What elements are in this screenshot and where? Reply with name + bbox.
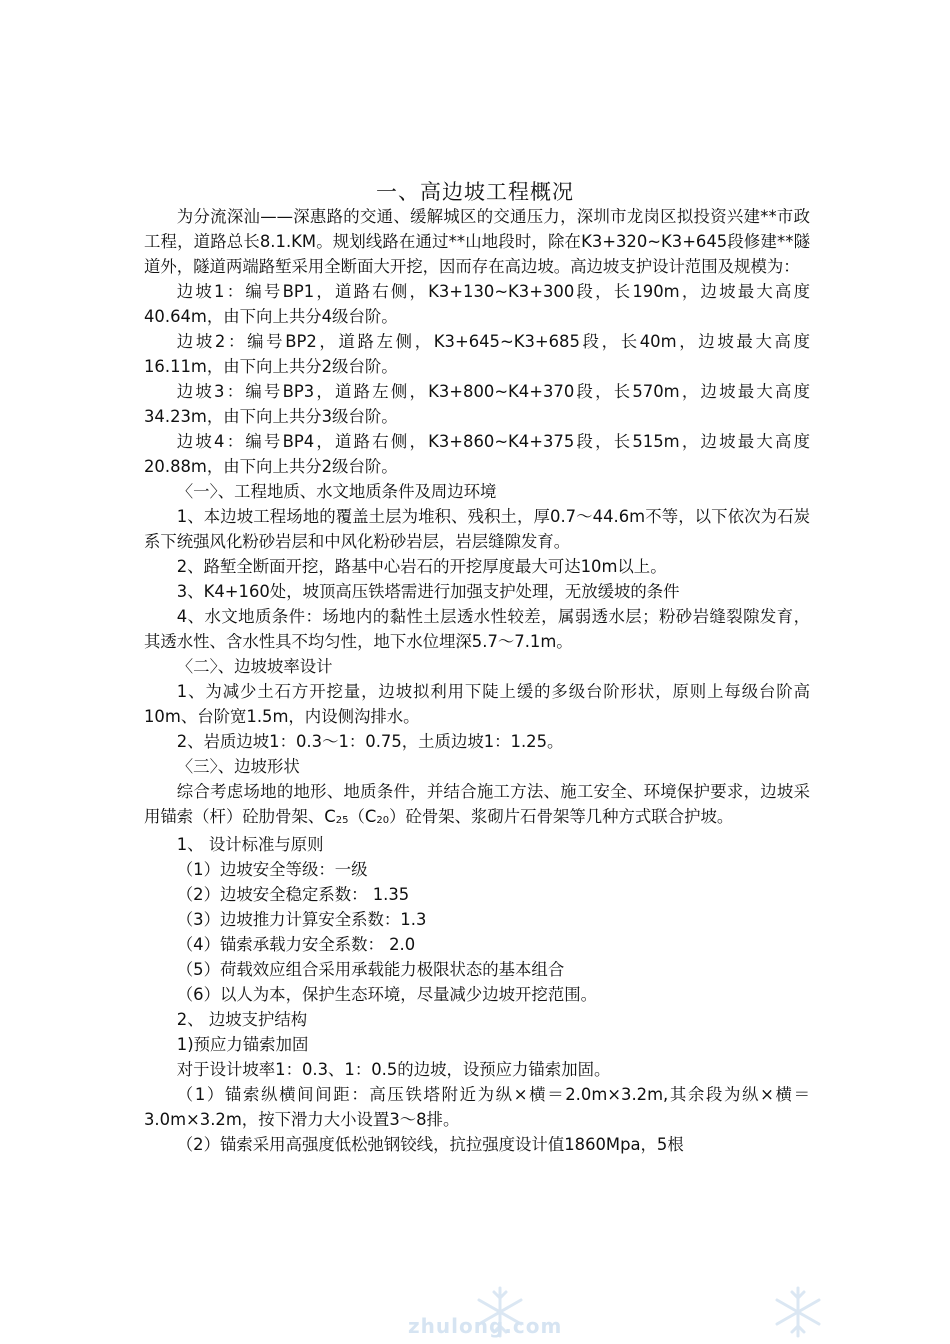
slope-1-paragraph: 边坡1：编号BP1，道路右侧，K3+130~K3+300段，长190m，边坡最大高度40.64m，由下向上共分4级台阶。 (144, 282, 810, 326)
anchor-subheading: 1)预应力锚索加固 (176, 1035, 309, 1054)
slope-ratio-item-1: 1、为减少土石方开挖量，边坡拟利用下陡上缓的多级台阶形状，原则上每级台阶高10m、台阶宽1.5m，内设侧沟排水。 (144, 682, 810, 726)
standard-item-4: （4）锚索承载力安全系数： 2.0 (176, 935, 416, 954)
intro-paragraph: 为分流深汕——深惠路的交通、缓解城区的交通压力，深圳市龙岗区拟投资兴建**市政工程，道路总长8.1.KM。规划线路在通过**山地段时，除在K3+320~K3+645段修建**隧道外，隧道两端路堑采用全断面大开挖，因而存在高边坡。高边坡支护设计范围及规模为： (144, 207, 810, 276)
section-heading-geology: 〈一〉、工程地质、水文地质条件及周边环境 (176, 482, 497, 501)
geology-item-1: 1、本边坡工程场地的覆盖土层为堆积、残积土，厚0.7～44.6m不等，以下依次为石炭系下统强风化粉砂岩层和中风化粉砂岩层，岩层缝隙发育。 (144, 507, 810, 551)
shape-text-3: ）砼骨架、浆砌片石骨架等几种方式联合护坡。 (389, 807, 734, 826)
design-standards-heading: 1、 设计标准与原则 (176, 835, 324, 854)
section-heading-slope-ratio: 〈二〉、边坡坡率设计 (176, 657, 333, 676)
watermark-text: zhulong.com (408, 1314, 563, 1338)
standard-item-6: （6）以人为本，保护生态环境，尽量减少边坡开挖范围。 (176, 985, 597, 1004)
watermark (400, 1284, 840, 1344)
anchor-intro: 对于设计坡率1：0.3、1：0.5的边坡，设预应力锚索加固。 (176, 1060, 611, 1079)
geology-item-2: 2、路堑全断面开挖，路基中心岩石的开挖厚度最大可达10m以上。 (176, 557, 667, 576)
standard-item-2: （2）边坡安全稳定系数： 1.35 (176, 885, 410, 904)
snowflake-icon (770, 1284, 826, 1340)
anchor-item-2: （2）锚索采用高强度低松弛钢铰线，抗拉强度设计值1860Mpa，5根 (176, 1135, 684, 1154)
slope-shape-paragraph (144, 779, 810, 832)
anchor-item-1: （1）锚索纵横间间距：高压铁塔附近为纵×横＝2.0m×3.2m,其余段为纵×横＝3.0m×3.2m，按下滑力大小设置3～8排。 (144, 1085, 810, 1129)
shape-text-1: 综合考虑场地的地形、地质条件，并结合施工方法、施工安全、环境保护要求，边坡采用锚索（杆）砼肋骨架、C (144, 782, 810, 826)
geology-item-3: 3、K4+160处，坡顶高压铁塔需进行加强支护处理，无放缓坡的条件 (176, 582, 680, 601)
section-heading-slope-shape: 〈三〉、边坡形状 (176, 757, 300, 776)
support-structure-heading: 2、 边坡支护结构 (176, 1010, 308, 1029)
page-title: 一、高边坡工程概况 (376, 180, 574, 204)
slope-4-paragraph: 边坡4：编号BP4，道路右侧，K3+860~K4+375段，长515m，边坡最大高度20.88m，由下向上共分2级台阶。 (144, 432, 810, 476)
slope-3-paragraph: 边坡3：编号BP3，道路左侧，K3+800~K4+370段，长570m，边坡最大高度34.23m，由下向上共分3级台阶。 (144, 382, 810, 426)
slope-2-paragraph: 边坡2：编号BP2，道路左侧，K3+645~K3+685段，长40m，边坡最大高度16.11m，由下向上共分2级台阶。 (144, 332, 810, 376)
standard-item-5: （5）荷载效应组合采用承载能力极限状态的基本组合 (176, 960, 565, 979)
geology-item-4: 4、水文地质条件：场地内的黏性土层透水性较差，属弱透水层；粉砂岩缝裂隙发育，其透水性、含水性具不均匀性，地下水位埋深5.7～7.1m。 (144, 607, 810, 651)
standard-item-1: （1）边坡安全等级：一级 (176, 860, 368, 879)
shape-subscript-1: 25 (335, 815, 349, 826)
shape-subscript-2: 20 (376, 815, 390, 826)
document-body (144, 204, 810, 1157)
standard-item-3: （3）边坡推力计算安全系数：1.3 (176, 910, 427, 929)
slope-ratio-item-2: 2、岩质边坡1：0.3～1：0.75，土质边坡1：1.25。 (176, 732, 564, 751)
shape-text-2: （C (348, 807, 377, 826)
